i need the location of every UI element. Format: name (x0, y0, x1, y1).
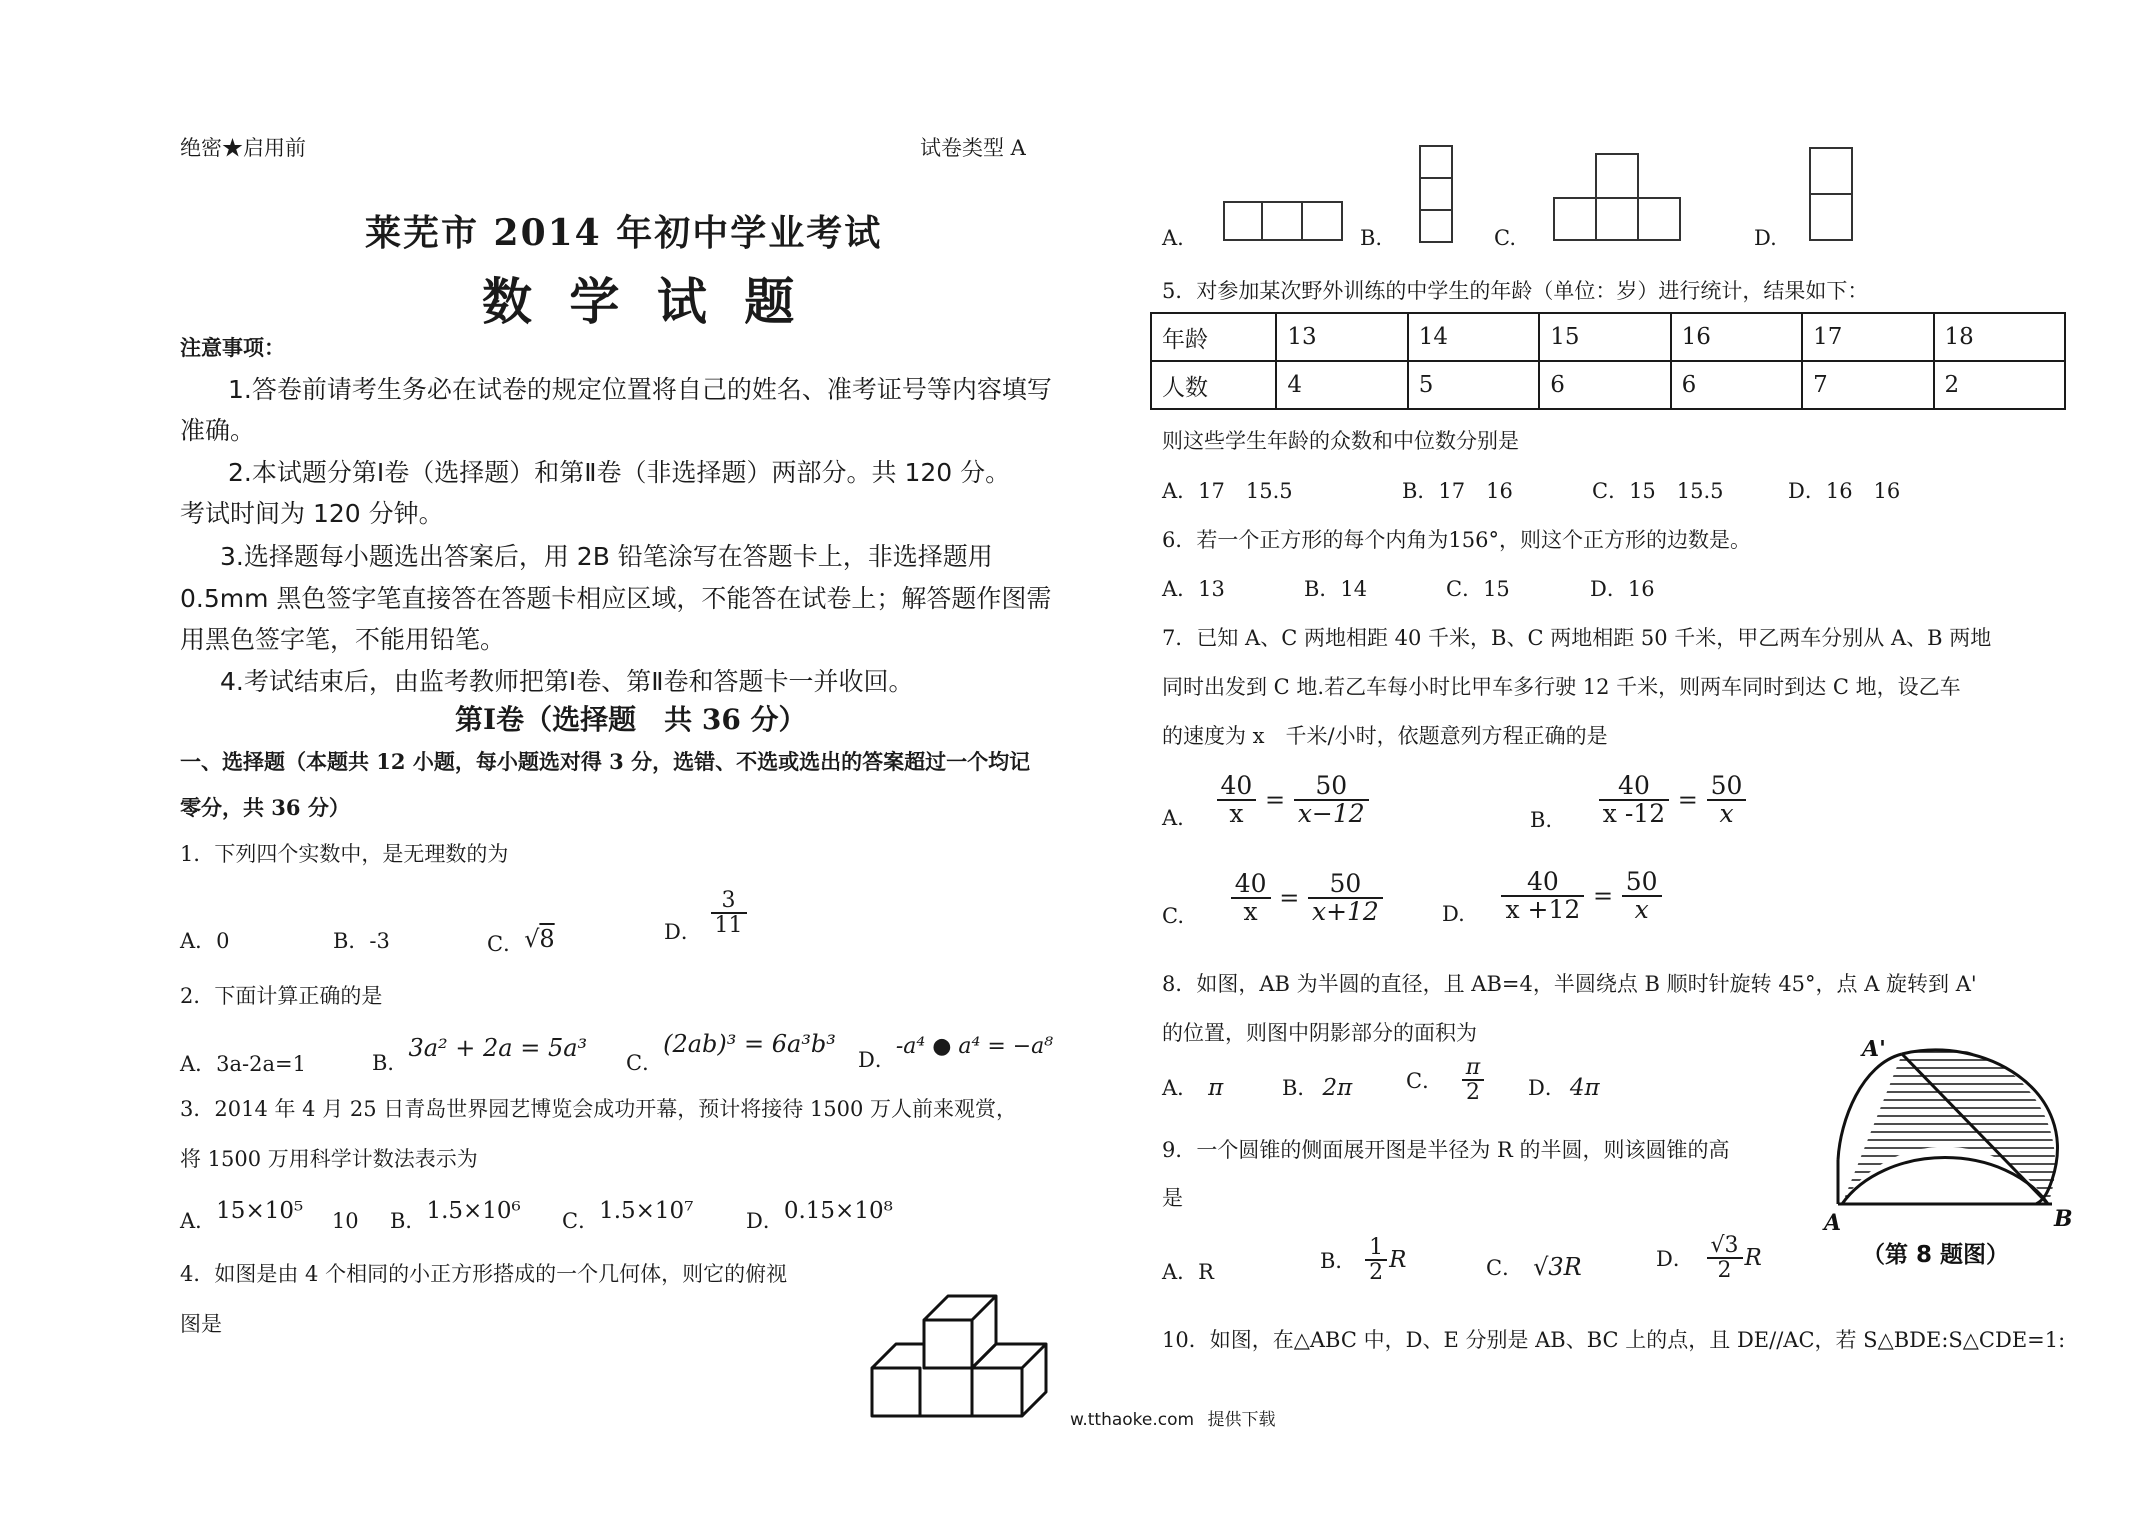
q1-option-c: C．√8 (487, 925, 555, 956)
q6-option-c: C．15 (1446, 577, 1510, 601)
q5-option-c: C．15 15.5 (1592, 479, 1724, 503)
fig-label-b: B (2054, 1206, 2073, 1232)
q4-solid-figure (868, 1278, 1068, 1424)
equals-sign: = (1592, 882, 1614, 910)
option-label: D． (858, 1048, 896, 1072)
q9-option-a: A．R (1162, 1260, 1214, 1284)
option-label: B． (1320, 1249, 1357, 1274)
option-label: B． (372, 1051, 409, 1075)
option-label: D. (1442, 902, 1465, 926)
footer-site: w.tthaoke.com (1070, 1410, 1195, 1430)
q4-stem: 4．如图是由 4 个相同的小正方形搭成的一个几何体，则它的俯视 (180, 1262, 788, 1286)
fraction-numerator: 40 (1217, 773, 1257, 801)
notice-item: 准确。 (180, 416, 256, 445)
table-cell: 13 (1276, 313, 1407, 361)
option-label: D． (1656, 1247, 1694, 1272)
math-expression: π (1208, 1075, 1224, 1101)
q7-stem-3: 的速度为 x 千米/小时，依题意列方程正确的是 (1162, 724, 1608, 748)
q8-option-c (1406, 1056, 1486, 1104)
paper-type-label: 试卷类型 A (920, 136, 1026, 160)
q6-option-b: B．14 (1304, 577, 1368, 601)
option-label: C． (626, 1051, 664, 1075)
q5-option-b: B．17 16 (1402, 479, 1513, 503)
option-label: D． (664, 920, 702, 944)
option-label: B. (1530, 808, 1553, 832)
option-label: C． (1486, 1256, 1524, 1280)
fraction-denominator: 2 (1717, 1258, 1732, 1284)
option-label: A． (180, 1209, 217, 1233)
table-cell: 16 (1671, 313, 1802, 361)
q8-figure (1812, 1040, 2082, 1280)
q2-option-b (372, 1034, 587, 1077)
option-label: C． (1406, 1069, 1444, 1094)
q4-option-a-label: A. (1162, 226, 1184, 250)
option-label: B． (390, 1209, 427, 1233)
option-label: A. (1162, 806, 1184, 830)
q1-stem: 1．下列四个实数中，是无理数的为 (180, 842, 509, 866)
q2-option-a: A．3a-2a=1 (180, 1052, 306, 1076)
math-expression: √3R (1533, 1253, 1582, 1281)
q4-option-b-label: B. (1360, 226, 1383, 250)
footer (1070, 1405, 1276, 1430)
q8-option-b (1282, 1072, 1352, 1102)
q8-stem-2: 的位置，则图中阴影部分的面积为 (1162, 1021, 1477, 1045)
q6-stem: 6．若一个正方形的每个内角为156°，则这个正方形的边数是。 (1162, 528, 1751, 552)
q2-option-d (858, 1034, 1053, 1074)
q5-option-d: D．16 16 (1788, 479, 1901, 503)
table-cell: 5 (1408, 361, 1539, 409)
fraction-numerator: π (1462, 1056, 1484, 1081)
q7-option-c (1162, 868, 1385, 928)
q9-option-d (1656, 1234, 1762, 1282)
q3-option-c (562, 1198, 693, 1235)
notice-item: 4.考试结束后，由监考教师把第Ⅰ卷、第Ⅱ卷和答题卡一并收回。 (220, 667, 914, 696)
fraction-denominator: x+12 (1311, 897, 1379, 926)
q5-age-table (1150, 312, 2066, 410)
math-expression: 2π (1322, 1075, 1353, 1101)
q2-stem: 2．下面计算正确的是 (180, 984, 383, 1008)
option-label: B． (1282, 1076, 1319, 1100)
fraction-numerator: 50 (1707, 773, 1747, 801)
q4-option-b-figure (1418, 144, 1454, 244)
fraction-numerator: 40 (1501, 869, 1584, 897)
q3-stem-2: 将 1500 万用科学计数法表示为 (180, 1147, 478, 1171)
q7-option-a (1162, 770, 1371, 830)
math-expression: (2ab)³ = 6a³b³ (663, 1030, 836, 1058)
q8-stem: 8．如图，AB 为半圆的直径，且 AB=4，半圆绕点 B 顺时针旋转 45°，点 A 旋转到 A' (1162, 972, 1977, 996)
q10-stem: 10．如图，在△ABC 中，D、E 分别是 AB、BC 上的点，且 DE//AC，若 S△BDE:S△CDE=1: (1162, 1328, 2066, 1352)
q7-option-b (1530, 768, 1748, 832)
equals-sign: = (1279, 884, 1300, 912)
math-variable: R (1389, 1247, 1407, 1274)
notice-item: 用黑色签字笔，不能用铅笔。 (180, 625, 506, 654)
notice-item: 1.答卷前请考生务必在试卷的规定位置将自己的姓名、准考证号等内容填写 (228, 375, 1052, 404)
q3-stem: 3．2014 年 4 月 25 日青岛世界园艺博览会成功开幕，预计将接待 1500 万人前来观赏， (180, 1097, 1018, 1121)
radicand: 8 (539, 925, 555, 953)
q1-option-a: A．0 (180, 929, 230, 953)
notice-item: 0.5mm 黑色签字笔直接答在答题卡相应区域，不能答在试卷上；解答题作图需 (180, 584, 1052, 613)
fraction-numerator: 50 (1294, 773, 1369, 801)
fraction-denominator: 11 (714, 913, 743, 938)
table-cell: 15 (1539, 313, 1670, 361)
table-row (1151, 313, 2065, 361)
table-cell: 17 (1802, 313, 1933, 361)
q9-stem: 9．一个圆锥的侧面展开图是半径为 R 的半圆，则该圆锥的高 (1162, 1138, 1730, 1162)
fraction-denominator: 2 (1466, 1080, 1480, 1106)
q9-option-c (1486, 1252, 1582, 1282)
option-label: A． (1162, 1076, 1199, 1100)
fig-label-a: A (1824, 1210, 1842, 1236)
q6-option-a: A．13 (1162, 577, 1225, 601)
q4-option-a-figure (1222, 200, 1346, 244)
fig-caption: （第 8 题图） (1862, 1242, 2010, 1268)
section-instructions-2: 零分，共 36 分） (180, 795, 350, 820)
math-expression: 3a² + 2a = 5a³ (408, 1034, 588, 1062)
fraction-denominator: x (1719, 799, 1734, 828)
math-expression: 0.15×10⁸ (783, 1198, 893, 1224)
fraction-denominator: x +12 (1505, 895, 1581, 924)
section-instructions: 一、选择题（本题共 12 小题，每小题选对得 3 分，选错、不选或选出的答案超过一个均记 (180, 749, 1031, 774)
math-expression: 1.5×10⁶ (426, 1198, 521, 1224)
q1-option-d (664, 880, 749, 946)
table-cell: 年龄 (1151, 313, 1276, 361)
fraction-denominator: x (1634, 895, 1649, 924)
math-variable: R (1744, 1245, 1762, 1272)
fraction-denominator: x (1243, 897, 1258, 926)
table-cell: 14 (1408, 313, 1539, 361)
q2-option-c (626, 1030, 836, 1077)
option-label: D． (746, 1209, 784, 1233)
table-row (1151, 361, 2065, 409)
fraction-denominator: 2 (1369, 1260, 1384, 1286)
table-cell: 人数 (1151, 361, 1276, 409)
option-label: C． (562, 1209, 600, 1233)
fraction-numerator: √3 (1707, 1234, 1743, 1259)
q4-stem-2: 图是 (180, 1312, 222, 1336)
exam-title: 莱芜市 2014 年初中学业考试 (365, 212, 883, 254)
q9-option-b (1320, 1236, 1406, 1284)
q6-option-d: D．16 (1590, 577, 1655, 601)
fraction-denominator: x−12 (1297, 799, 1365, 828)
fraction-numerator: 3 (711, 889, 747, 914)
table-cell: 4 (1276, 361, 1407, 409)
q7-stem-2: 同时出发到 C 地.若乙车每小时比甲车多行驶 12 千米，则两车同时到达 C 地，设乙车 (1162, 675, 1961, 699)
footer-text: 提供下载 (1207, 1410, 1276, 1430)
math-expression: 4π (1569, 1075, 1600, 1101)
q9-stem-2: 是 (1162, 1186, 1183, 1210)
q1-option-b: B．-3 (333, 929, 390, 953)
confidential-label: 绝密★启用前 (180, 136, 306, 160)
table-cell: 6 (1539, 361, 1670, 409)
table-cell: 2 (1934, 361, 2065, 409)
q4-option-c-label: C. (1494, 226, 1516, 250)
option-label: D． (1528, 1076, 1566, 1100)
q7-stem: 7．已知 A、C 两地相距 40 千米，B、C 两地相距 50 千米，甲乙两车分别从 A、B 两地 (1162, 626, 1992, 650)
fig-label-a-prime: A' (1862, 1040, 1886, 1062)
table-cell: 18 (1934, 313, 2065, 361)
notice-item: 2.本试题分第Ⅰ卷（选择题）和第Ⅱ卷（非选择题）两部分。共 120 分。 (228, 458, 1011, 487)
q8-option-a (1162, 1072, 1223, 1102)
fraction-denominator: x -12 (1602, 799, 1666, 828)
notice-item: 考试时间为 120 分钟。 (180, 499, 444, 528)
equals-sign: = (1265, 786, 1286, 814)
math-expression: -a⁴ ● a⁴ = −a⁸ (895, 1034, 1054, 1059)
notice-item: 3.选择题每小题选出答案后，用 2B 铅笔涂写在答题卡上，非选择题用 (220, 542, 993, 571)
part1-title: 第Ⅰ卷（选择题 共 36 分） (455, 703, 807, 736)
q5-stem: 5．对参加某次野外训练的中学生的年龄（单位：岁）进行统计，结果如下： (1162, 279, 1869, 303)
fraction-numerator: 40 (1599, 773, 1669, 801)
q3-option-d (746, 1198, 893, 1235)
table-cell: 6 (1671, 361, 1802, 409)
fraction-numerator: 50 (1622, 869, 1662, 897)
option-label: C． (487, 932, 525, 956)
q3-option-a (180, 1198, 359, 1235)
equals-sign: = (1677, 786, 1698, 814)
stray-text: 10 (331, 1209, 359, 1233)
q5-option-a: A．17 15.5 (1162, 479, 1293, 503)
q8-option-d (1528, 1072, 1600, 1102)
table-cell: 7 (1802, 361, 1933, 409)
fraction-numerator: 50 (1308, 871, 1383, 899)
option-label: C. (1162, 904, 1184, 928)
math-expression: 1.5×10⁷ (599, 1198, 694, 1224)
q7-option-d (1442, 866, 1664, 926)
q4-option-c-figure (1552, 152, 1684, 242)
notice-heading: 注意事项： (180, 336, 285, 360)
q3-option-b (390, 1198, 521, 1235)
subject-title: 数 学 试 题 (482, 272, 805, 331)
q5-question: 则这些学生年龄的众数和中位数分别是 (1162, 429, 1519, 453)
q4-option-d-label: D. (1754, 226, 1777, 250)
math-expression: 15×10⁵ (216, 1198, 304, 1224)
q4-option-d-figure (1808, 146, 1854, 242)
fraction-numerator: 1 (1365, 1236, 1387, 1261)
fraction-numerator: 40 (1231, 871, 1271, 899)
fraction-denominator: x (1229, 799, 1244, 828)
